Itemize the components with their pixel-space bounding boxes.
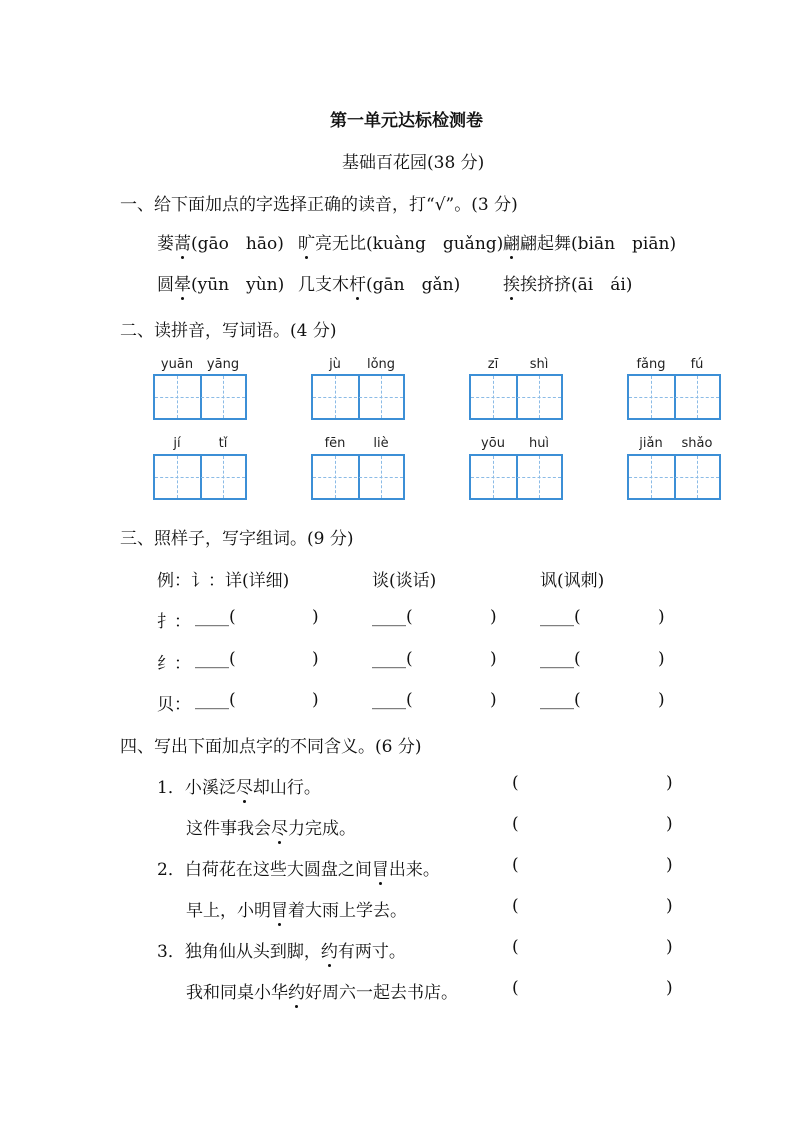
dotted-char: 蒿 — [174, 234, 191, 254]
close-paren: ) — [312, 649, 319, 669]
answer-close-paren: ) — [666, 978, 673, 998]
answer-close-paren: ) — [666, 814, 673, 834]
close-paren: ) — [490, 690, 497, 710]
pinyin-syllable: yōu — [481, 436, 505, 451]
sentence-line — [157, 855, 440, 880]
item-text: (gāo hāo) — [191, 234, 284, 254]
dotted-char: 冒 — [371, 860, 389, 880]
item-text: 几支木 — [298, 275, 349, 295]
character-writing-box[interactable] — [469, 374, 563, 420]
reading-item — [298, 229, 503, 254]
pinyin-syllable: shì — [529, 357, 549, 372]
sentence-line — [186, 896, 407, 921]
guide-line — [313, 397, 403, 398]
pinyin-syllable: fú — [690, 357, 704, 372]
pinyin-syllable: jiǎn — [639, 436, 663, 451]
section-2-heading: 二、读拼音，写词语。(4 分) — [120, 321, 337, 341]
section-4-heading: 四、写出下面加点字的不同含义。(6 分) — [120, 737, 422, 757]
character-writing-box[interactable] — [469, 454, 563, 500]
pinyin-syllable: liè — [373, 436, 389, 451]
section-3-heading: 三、照样子，写字组词。(9 分) — [120, 529, 354, 549]
character-writing-box[interactable] — [153, 454, 247, 500]
word-blank[interactable]: ____( — [372, 690, 413, 710]
item-text: 亮无比(kuàng guǎng) — [315, 234, 504, 254]
pinyin-syllable: shǎo — [681, 436, 713, 451]
reading-item — [503, 270, 632, 295]
close-paren: ) — [490, 649, 497, 669]
reading-item — [298, 270, 460, 295]
example-word: 谈(谈话) — [372, 571, 437, 591]
question-number: 3． — [157, 942, 185, 962]
page-title: 第一单元达标检测卷 — [330, 111, 483, 131]
sentence-line — [157, 773, 321, 798]
dotted-char: 挨 — [503, 275, 520, 295]
item-text: 挨挤挤(āi ái) — [520, 275, 633, 295]
radical-label: 扌： — [157, 612, 191, 632]
sentence-text: 这件事我会 — [186, 819, 271, 839]
pinyin-syllable: jí — [173, 436, 181, 451]
sentence-line — [186, 814, 356, 839]
guide-line — [155, 397, 245, 398]
reading-item — [157, 229, 284, 254]
close-paren: ) — [312, 690, 319, 710]
pinyin-syllable: lǒng — [366, 357, 396, 372]
word-blank[interactable]: ____( — [195, 607, 236, 627]
item-text: 翩起舞(biān piān) — [520, 234, 677, 254]
radical-label: 贝： — [157, 695, 191, 715]
pinyin-syllable: tǐ — [218, 436, 228, 451]
answer-open-paren[interactable]: ( — [512, 896, 519, 916]
pinyin-syllable: zī — [487, 357, 499, 372]
section-1-heading: 一、给下面加点的字选择正确的读音，打“√”。(3 分) — [120, 195, 518, 215]
answer-open-paren[interactable]: ( — [512, 814, 519, 834]
question-number: 2． — [157, 860, 185, 880]
answer-close-paren: ) — [666, 896, 673, 916]
pinyin-syllable: yāng — [206, 357, 240, 372]
pinyin-syllable: huì — [528, 436, 550, 451]
word-blank[interactable]: ____( — [540, 690, 581, 710]
word-blank[interactable]: ____( — [195, 690, 236, 710]
item-text: (yūn yùn) — [191, 275, 285, 295]
close-paren: ) — [312, 607, 319, 627]
reading-item — [503, 229, 676, 254]
sentence-text: 早上，小明 — [186, 901, 271, 921]
answer-open-paren[interactable]: ( — [512, 978, 519, 998]
dotted-char: 尽 — [271, 819, 288, 839]
pinyin-syllable: jù — [329, 357, 341, 372]
sentence-text: 有两寸。 — [337, 942, 406, 962]
dotted-char: 翩 — [503, 234, 520, 254]
answer-close-paren: ) — [666, 937, 673, 957]
pinyin-syllable: fēn — [324, 436, 346, 451]
answer-open-paren[interactable]: ( — [512, 855, 519, 875]
pinyin-syllable: yuān — [160, 357, 194, 372]
item-text: 圆 — [157, 275, 174, 295]
guide-line — [629, 397, 719, 398]
word-blank[interactable]: ____( — [540, 607, 581, 627]
character-writing-box[interactable] — [153, 374, 247, 420]
answer-close-paren: ) — [666, 773, 673, 793]
answer-open-paren[interactable]: ( — [512, 937, 519, 957]
close-paren: ) — [658, 607, 665, 627]
word-blank[interactable]: ____( — [372, 607, 413, 627]
close-paren: ) — [658, 649, 665, 669]
sentence-text: 小溪泛 — [184, 778, 236, 798]
guide-line — [629, 477, 719, 478]
word-blank[interactable]: ____( — [540, 649, 581, 669]
sentence-text: 白荷花在这些大圆盘之间 — [184, 860, 372, 880]
answer-open-paren[interactable]: ( — [512, 773, 519, 793]
sentence-text: 出来。 — [388, 860, 440, 880]
sentence-line — [186, 978, 458, 1003]
answer-close-paren: ) — [666, 855, 673, 875]
example-word: 讽(讽刺) — [540, 571, 605, 591]
character-writing-box[interactable] — [311, 454, 405, 500]
sentence-text: 好周六一起去书店。 — [305, 983, 458, 1003]
sentence-line — [157, 937, 406, 962]
sentence-text: 力完成。 — [288, 819, 356, 839]
example-label: 例：讠：详(详细) — [157, 571, 290, 591]
guide-line — [471, 397, 561, 398]
close-paren: ) — [490, 607, 497, 627]
guide-line — [155, 477, 245, 478]
sentence-text: 着大雨上学去。 — [288, 901, 407, 921]
dotted-char: 尽 — [235, 778, 253, 798]
reading-item — [157, 270, 284, 295]
question-number: 1． — [157, 778, 185, 798]
radical-label: 纟： — [157, 654, 191, 674]
sentence-text: 我和同桌小华 — [186, 983, 288, 1003]
item-text: 蒌 — [157, 234, 174, 254]
dotted-char: 约 — [288, 983, 305, 1003]
character-writing-box[interactable] — [311, 374, 405, 420]
section-subtitle: 基础百花园(38 分) — [342, 153, 485, 173]
item-text: (gān gǎn) — [366, 275, 461, 295]
sentence-text: 独角仙从头到脚， — [184, 942, 321, 962]
character-writing-box[interactable] — [627, 454, 721, 500]
word-blank[interactable]: ____( — [372, 649, 413, 669]
close-paren: ) — [658, 690, 665, 710]
dotted-char: 冒 — [271, 901, 288, 921]
word-blank[interactable]: ____( — [195, 649, 236, 669]
sentence-text: 却山行。 — [252, 778, 321, 798]
dotted-char: 旷 — [298, 234, 315, 254]
guide-line — [313, 477, 403, 478]
dotted-char: 约 — [320, 942, 338, 962]
character-writing-box[interactable] — [627, 374, 721, 420]
guide-line — [471, 477, 561, 478]
dotted-char: 晕 — [174, 275, 191, 295]
dotted-char: 杆 — [349, 275, 366, 295]
pinyin-syllable: fǎng — [636, 357, 666, 372]
